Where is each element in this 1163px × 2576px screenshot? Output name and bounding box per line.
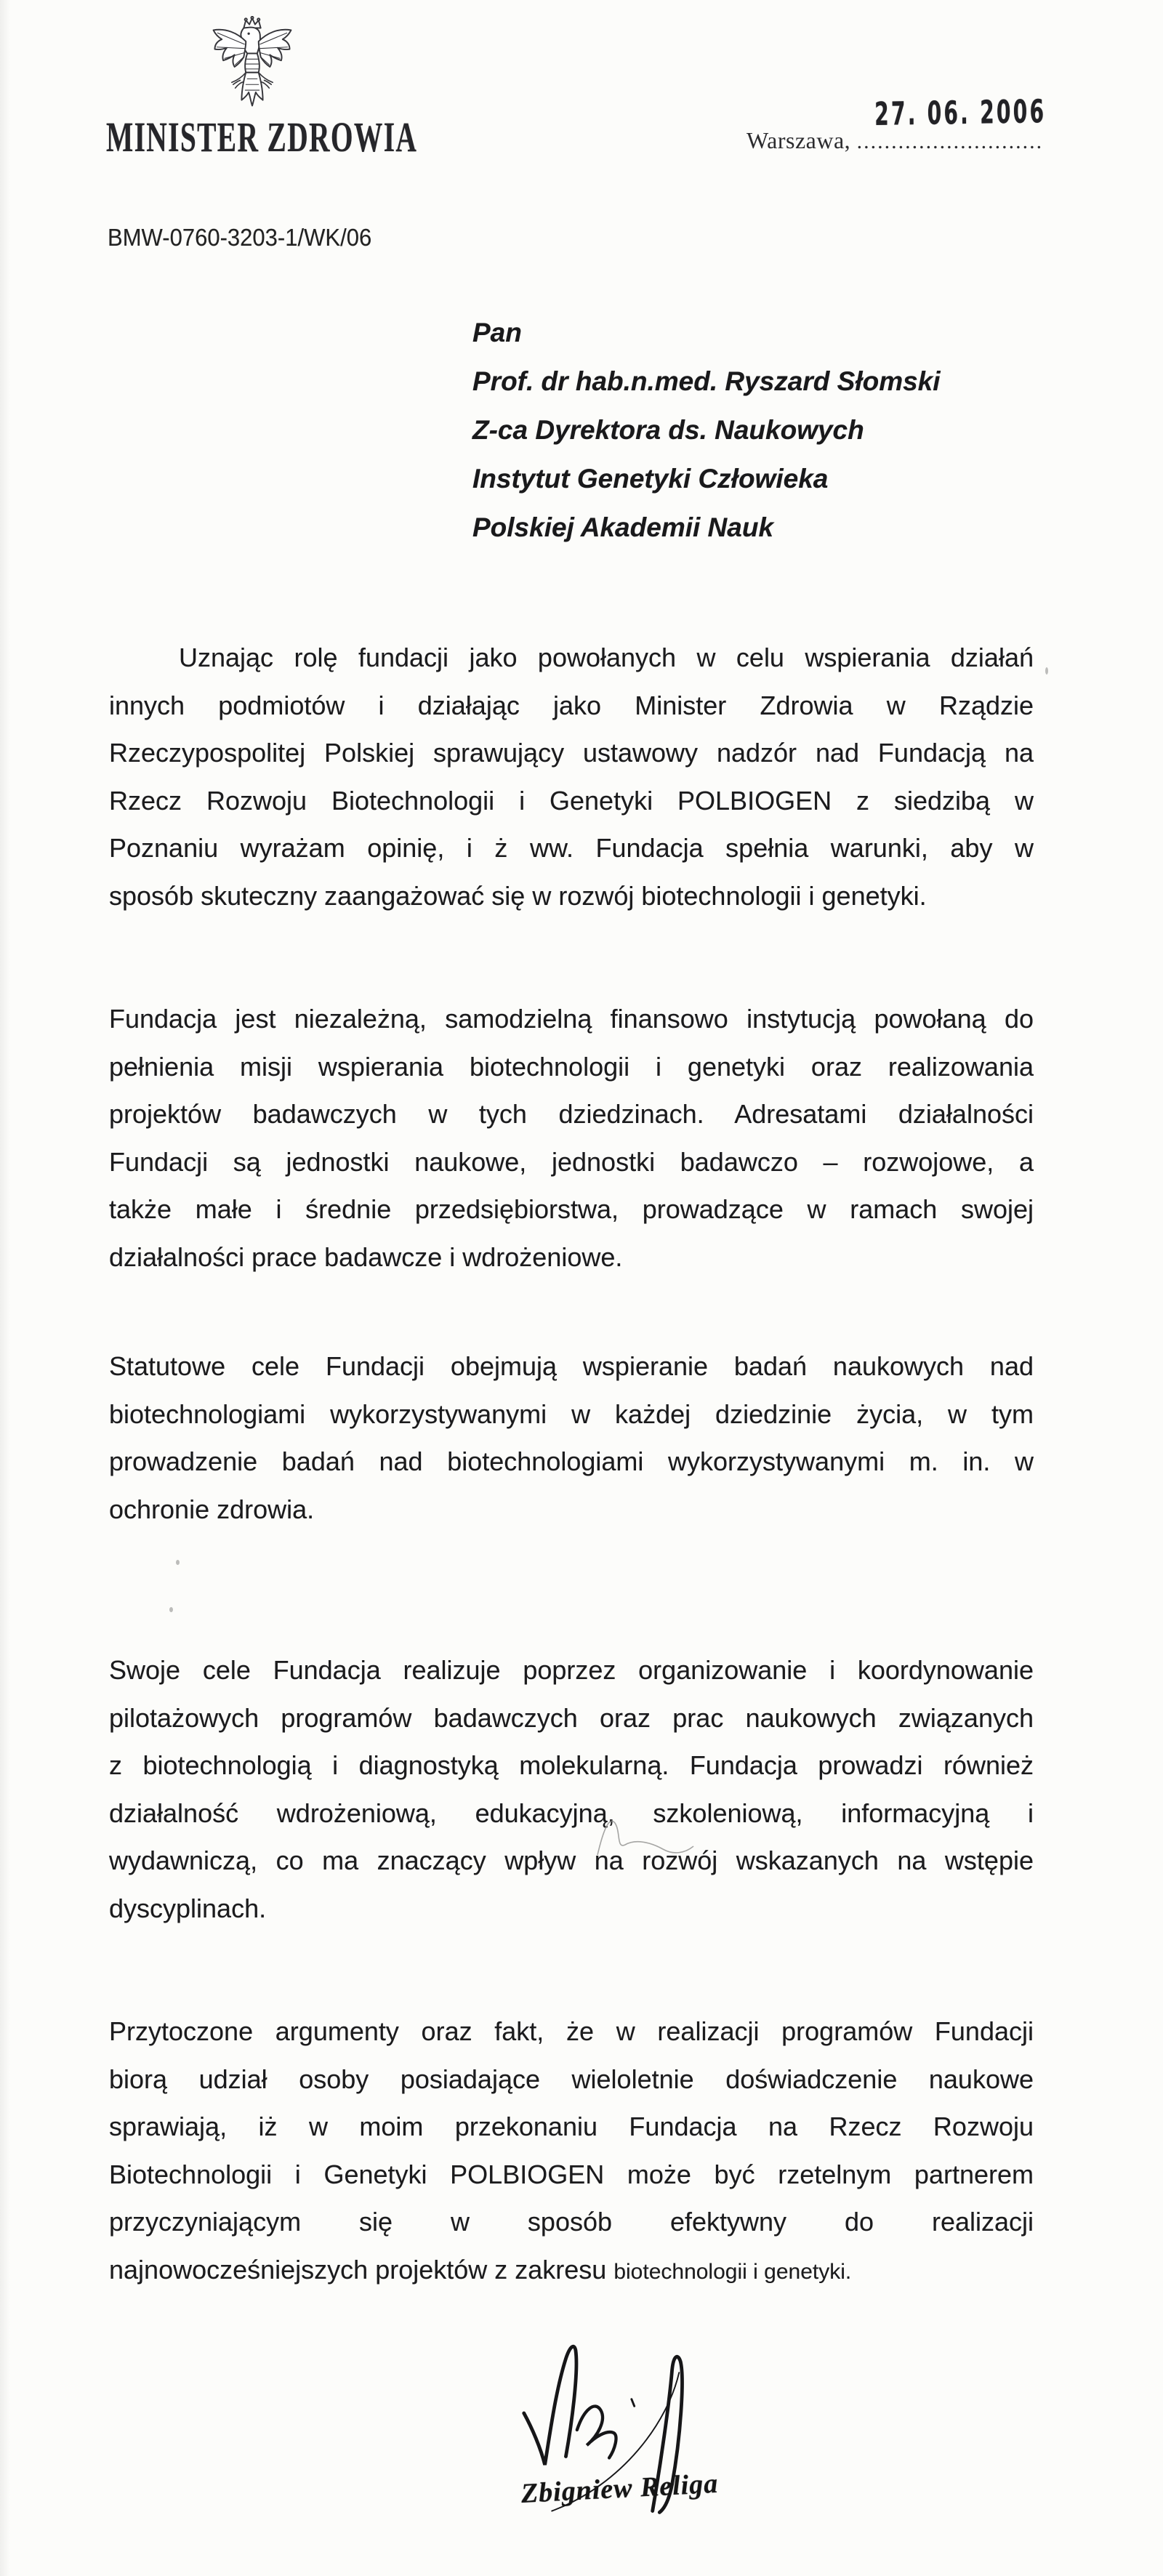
addressee-line: Pan	[472, 318, 522, 347]
body-line: sposób skuteczny zaangażować się w rozwój biotechnologii i genetyki.	[109, 880, 927, 911]
body-line: Swoje cele Fundacja realizuje poprzez organizowanie i koordynowanie	[109, 1655, 1034, 1685]
place-label: Warszawa,	[747, 127, 851, 153]
body-line: wydawniczą, co ma znaczący wpływ na rozwój wskazanych na wstępie	[109, 1846, 1034, 1875]
body-line: działalności prace badawcze i wdrożeniowe.	[109, 1241, 623, 1272]
body-line: dyscyplinach.	[109, 1893, 267, 1923]
place-and-date-line	[747, 128, 1043, 153]
addressee-line: Z-ca Dyrektora ds. Naukowych	[472, 415, 864, 445]
body-line: Fundacja jest niezależną, samodzielną finansowo instytucją powołaną do	[109, 1004, 1034, 1034]
body-text	[109, 634, 1034, 2295]
scan-speck	[176, 1560, 180, 1565]
body-line: Rzeczypospolitej Polskiej sprawujący ustawowy nadzór nad Fundacją na	[109, 738, 1034, 768]
dotted-line: ...........................	[856, 129, 1044, 153]
paragraph	[109, 995, 1034, 1281]
scan-speck	[169, 1607, 173, 1612]
body-line: Biotechnologii i Genetyki POLBIOGEN może być rzetelnym partnerem	[109, 2159, 1034, 2189]
body-line: pilotażowych programów badawczych oraz prac naukowych związanych	[109, 1702, 1034, 1733]
body-line: projektów badawczych w tych dziedzinach. Adresatami działalności	[109, 1099, 1034, 1129]
body-line: biotechnologiami wykorzystywanymi w każdej dziedzinie życia, w tym	[109, 1398, 1034, 1429]
paragraph	[109, 1343, 1034, 1533]
body-line: Fundacji są jednostki naukowe, jednostki badawczo – rozwojowe, a	[109, 1146, 1034, 1177]
body-line: pełnienia misji wspierania biotechnologii i genetyki oraz realizowania	[109, 1051, 1034, 1082]
addressee-line: Prof. dr hab.n.med. Ryszard Słomski	[472, 366, 941, 396]
paragraph	[109, 634, 1034, 919]
body-line: Rzecz Rozwoju Biotechnologii i Genetyki POLBIOGEN z siedzibą w	[109, 785, 1034, 816]
paragraph	[109, 2008, 1034, 2295]
paragraph	[109, 1646, 1034, 1932]
body-line: przyczyniającym się w sposób efektywny do realizacji	[109, 2207, 1034, 2237]
body-line: Statutowe cele Fundacji obejmują wspieranie badań naukowych nad	[109, 1351, 1034, 1381]
body-line: najnowocześniejszych projektów z zakresu biotechnologii i genetyki.	[109, 2254, 852, 2285]
body-line: ochronie zdrowia.	[109, 1494, 315, 1524]
body-line: sprawiają, iż w moim przekonaniu Fundacja na Rzecz Rozwoju	[109, 2112, 1034, 2141]
signatory-name: Zbigniew Religa	[520, 2468, 720, 2509]
addressee-line: Instytut Genetyki Człowieka	[472, 464, 829, 494]
body-line: biorą udział osoby posiadające wieloletnie doświadczenie naukowe	[109, 2064, 1034, 2094]
body-line: działalność wdrożeniową, edukacyjną, szkoleniową, informacyjną i	[109, 1798, 1034, 1828]
body-line: innych podmiotów i działając jako Minister Zdrowia w Rządzie	[109, 690, 1034, 720]
reference-number: BMW-0760-3203-1/WK/06	[108, 224, 372, 251]
sender-title: MINISTER ZDROWIA	[106, 113, 418, 161]
scan-speck	[1045, 667, 1048, 675]
body-line: Poznaniu wyrażam opinię, i ż ww. Fundacja spełnia warunki, aby w	[109, 833, 1034, 863]
eagle-emblem-icon	[206, 16, 299, 116]
body-line: Uznając rolę fundacji jako powołanych w celu wspierania działań	[179, 643, 1034, 672]
body-line: prowadzenie badań nad biotechnologiami wykorzystywanymi m. in. w	[109, 1446, 1034, 1476]
inserted-small-text: biotechnologii i genetyki.	[613, 2259, 852, 2284]
body-line: Przytoczone argumenty oraz fakt, że w realizacji programów Fundacji	[109, 2016, 1034, 2046]
date-stamp: 27. 06. 2006	[874, 93, 1047, 133]
addressee-block	[472, 308, 1054, 552]
body-line: także małe i średnie przedsiębiorstwa, prowadzące w ramach swojej	[109, 1194, 1034, 1224]
body-line: z biotechnologią i diagnostyką molekularną. Fundacja prowadzi również	[109, 1750, 1034, 1780]
addressee-line: Polskiej Akademii Nauk	[472, 512, 774, 542]
